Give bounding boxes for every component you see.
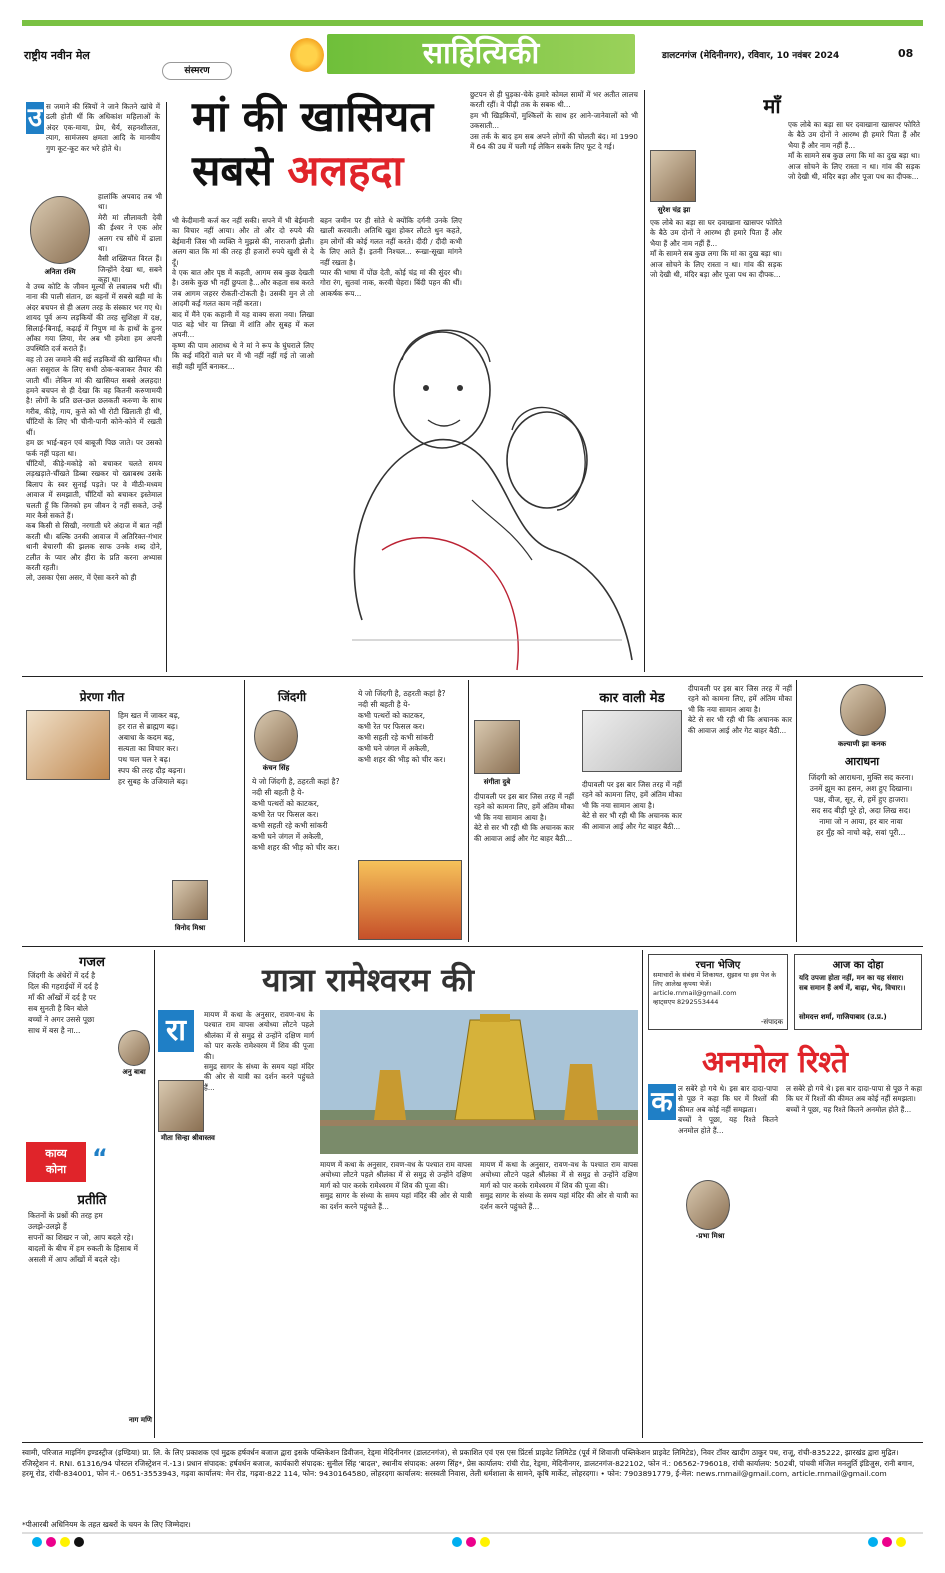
page-number: 08 xyxy=(898,47,914,60)
car-maid-col-1: दीपावली पर इस बार जिस तरह में नहीं रहने को कामना लिए, हमें अंतिम मौका भी कि नया सामान आया है। बेटे से सर भी रही थी कि अचानक कार की आवाज आई और गेट बाहर बैठी... xyxy=(474,792,574,843)
doha-box xyxy=(794,954,922,1030)
registration-mark-magenta-3 xyxy=(882,1537,892,1547)
newspaper-page xyxy=(22,20,923,1553)
kicker-badge: संस्मरण xyxy=(162,62,232,80)
author-name-suresh: सुरेश चंद्र झा xyxy=(657,206,691,214)
zindagi-title: जिंदगी xyxy=(277,690,307,704)
registration-mark-black xyxy=(74,1537,84,1547)
author-name-kalyani: कल्याणी झा कनक xyxy=(838,740,886,748)
anmol-col-2: ल सबेरे हो गये थे। इस बार दादा-पापा से पूछ ने कहा कि घर में रिश्तों की कीमत अब कोई नहीं समझता। बच्चों ने पूछा, यह रिश्ते कितने अनमोल होते हैं... xyxy=(786,1084,922,1114)
footer-note: *पीआरबी अधिनियम के तहत खबरों के चयन के लिए जिम्मेदार। xyxy=(22,1520,191,1529)
yatra-col-3: मायण में कथा के अनुसार, रावण-वध के पश्चात राम वापस अयोध्या लौटने पहले श्रीलंका में से समुद्र से उन्होंने दक्षिण मार्ग को पार करके रामेश्वरम में शिव की पूजा की। समुद्र सागर के संध्या के समय यहां मंदिर की ओर से यात्री का दर्शन करने पहुंचते हैं... xyxy=(480,1160,638,1211)
headline-word-black: सबसे xyxy=(192,146,288,195)
maa-title: माँ xyxy=(763,94,781,118)
registration-mark-cyan-3 xyxy=(868,1537,878,1547)
zindagi-text-2: ये जो जिंदगी है, ठहरती कहां है? नदी सी बहती है ये- कभी पत्थरों को काटकर, कभी रेत पर फिसल कर। कभी सहती रहे कभी सांकरी कभी घने जंगल में अकेली, कभी शहर की भीड़ को चीर कर। xyxy=(358,689,446,764)
registration-mark-yellow-2 xyxy=(480,1537,490,1547)
headline-word-red: अलहदा xyxy=(287,146,404,195)
gazal-title: गजल xyxy=(79,955,105,970)
main-headline-line1: मां की खासियत xyxy=(192,92,434,141)
dateline: डालटनगंज (मेदिनीनगर), रविवार, 10 नवंबर 2024 xyxy=(662,51,840,61)
aradhna-text: जिंदगी को आराधना, मुक्ति सद करना। उनमें झूम का हसन, अश हुए दिखाना। पक्ष, वीज, सूर, से, हमें हुए हाजरा। सद सद बीड़ी पूरे हो, अदा लिख सद। नामा जो न आया, हर बार नावा हर मुँह को नाचो बढ़े, सवां पूरी... xyxy=(808,773,914,837)
author-name-meeta: मीता सिन्हा श्रीवास्तव xyxy=(161,1134,215,1142)
maa-col-1: एक लोबे का बड़ा सा घर दवाखाना खासपर फोरिते के बैठे उम दोनों ने आरम्भ ही हमारे पिता हैं और भैया हैं और नाम नहीं हैं... माँ के सामने सब कुछ लगा कि मां का दुख बड़ा था। आज सोचने के लिए रास्ता न था। गांव की सड़क जो देखी थी, मंदिर बड़ा और पूजा पथ का दीपक... xyxy=(650,218,782,280)
registration-mark-magenta-2 xyxy=(466,1537,476,1547)
main-col-1: वे उच्च कोटि के जीवन मूल्यों से लबालब भरी थीं। नाना की पाली संतान, छः बहनों में सबसे बड़ी मां के अंदर बचपन से ही अलग तरह के संस्कार भर गए थे। शायद पूर्व अन्य लड़कियों की तरह सुशिक्षा में दक्ष, सिलाई-बिनाई, कढ़ाई में निपुण मां के हाथों के हुनर आँका गया लिया, मेर अब भी हमेशा हम अपनी उपस्थिति दर्ज कराते हैं। वह तो उस जमाने की सई लड़कियों की खासियत थी। अतः ससुराल के लिए सभी ठोक-बजाकर तैयार की जाती थीं। लेकिन मां की खासियत सबसे अलहदा! हमने बचपन से ही देखा कि वह कितनी करुणामयी है! लोगों के प्रति छल-छल छलकती करुणा के साथ गरीब, कीड़े, गाय, कुत्ते को भी रोटी खिलाती ही थी, चींटियों के लिए भी चीनी-पानी कोने-कोने में रखती थीं। हम छः भाई-बहन एवं बाबूजी पिछ जाते। पर उसको फर्क नहीं पड़ता था। चींटियों, कीड़े-मकोड़े को बचाकर चलते समय लड़खड़ाते-चींखते डिब्बा रखकर यो ख्वाबस्थ उसके बिलाप के स्वर सुनाई पड़ते। पर वे मीठी-मध्यम आवाज में समझाती, चींटियों को बचाकर इस्तेमाल चलती हूँ कि जिनको हम जीवन दे नहीं सकते, उन्हें मार कैसे सकते हैं। कब किसी से सिखी, नरगाती घरे अंदाज में बात नहीं करती थी। बल्कि उनकी आवाज में अतिरिक्त-गंभार थानी बेचारगी की झलक साफ उनके शब्द दोने, टलीत के प्यार और हीरा के प्रति करना अभ्यास करती रहती। लो, उसका ऐसा असर, में ऐसा करने को ही xyxy=(26,282,162,583)
sunset-silhouette-photo xyxy=(358,860,462,940)
car-maid-title: कार वाली मेड xyxy=(599,691,665,706)
yatra-headline: यात्रा रामेश्वरम की xyxy=(262,961,475,999)
kavya-kona-tag xyxy=(26,1142,86,1182)
author-photo-anu xyxy=(118,1030,150,1066)
aradhna-title: आराधना xyxy=(844,755,880,768)
car-driving-illustration xyxy=(582,710,682,772)
rachna-box xyxy=(648,954,788,1030)
author-name-vinod: विनोद मिश्रा xyxy=(174,924,206,932)
masthead xyxy=(22,26,923,76)
main-col-3: बहन जमीन पर ही सोते थे क्योंकि दर्गनी उनके लिए खाली करवाती। अतिथि खुश होकर लौटते थुन कहते, हम लोगों की कोई गलत नहीं करते। दीदी / दीदी कभी के लिए आते हैं। इतनी निश्चल... रूखा-सूखा मांगने नहीं रखता है। प्यार की भाषा में पोंछ देती, कोई चंद्र मां की सुंदर थी। गोरा रंग, सुतवां नाक, करवी चेहरा। बिंदी पहन की थीं। आकर्षक रूप... xyxy=(320,216,462,298)
author-name-prabha: -प्रभा मिश्रा xyxy=(695,1232,725,1240)
mother-child-sketch xyxy=(322,300,642,672)
bottom-bar xyxy=(22,1532,923,1534)
author-photo-kanchan xyxy=(254,710,298,762)
author-name-kanchan: कंचन सिंह xyxy=(262,764,290,772)
doha-author: सोमदत्त शर्मा, गाजियाबाद (उ.प्र.) xyxy=(799,1013,887,1021)
pratiti-text: कितनों के प्रश्नों की तरह हम उलझे-उलझे हैं सपनों का शिखर न जो, आप बदले रहे। बादलों के बीच में हम रुकती के हिसाब में असली में आप आँखों में बदले रहे। xyxy=(28,1211,138,1264)
helping-hands-photo xyxy=(26,710,110,780)
author-photo-anita xyxy=(30,196,90,264)
pratiti-title: प्रतीति xyxy=(77,1193,107,1208)
author-photo-vinod xyxy=(172,880,208,920)
rachna-text: समाचारों के संबंध में शिकायत, सुझाव या इस पेज के लिए आलेख कृपया भेजें। article.rnmail@gmail.com व्हाट्सएप 8292553444 xyxy=(653,971,777,1006)
car-maid-col-2: दीपावली पर इस बार जिस तरह में नहीं रहने को कामना लिए, हमें अंतिम मौका भी कि नया सामान आया है। बेटे से सर भी रही थी कि अचानक कार की आवाज आई और गेट बाहर बैठी... xyxy=(582,780,682,831)
sun-icon xyxy=(290,38,324,72)
car-maid-col-3: दीपावली पर इस बार जिस तरह में नहीं रहने को कामना लिए, हमें अंतिम मौका भी कि नया सामान आया है। बेटे से सर भी रही थी कि अचानक कार की आवाज आई और गेट बाहर बैठी... xyxy=(688,684,792,735)
anmol-headline: अनमोल रिश्ते xyxy=(702,1045,848,1080)
dropcap-u: उ xyxy=(27,103,43,133)
registration-mark-cyan xyxy=(32,1537,42,1547)
author-photo-meeta xyxy=(158,1080,204,1132)
main-headline-line2 xyxy=(192,144,403,198)
section-banner xyxy=(327,34,635,74)
rachna-title: रचना भेजिए xyxy=(695,960,741,971)
intro-text: स जमाने की स्त्रियों ने जाने कितने खांचे में ढली होती थीं कि अधिकांश महिलाओं के अंदर एक-माया, प्रेम, धैर्य, सहनशीलता, त्याग, सामंजस्य क्षमता आदि के मानवीय गुण कूट-कूट कर भरे होते थे। xyxy=(46,102,160,153)
maa-col-2: एक लोबे का बड़ा सा घर दवाखाना खासपर फोरिते के बैठे उम दोनों ने आरम्भ ही हमारे पिता हैं और भैया हैं और नाम नहीं हैं... माँ के सामने सब कुछ लगा कि मां का दुख बड़ा था। आज सोचने के लिए रास्ता न था। गांव की सड़क जो देखी थी, मंदिर बड़ा और पूजा पथ का दीपक... xyxy=(788,120,920,182)
registration-mark-cyan-2 xyxy=(452,1537,462,1547)
kavya-tag-line2: कोना xyxy=(45,1163,67,1176)
gazal-text: जिंदगी के अंधेरों में दर्द है दिल की गहराईयों में दर्द है माँ की आँखों में दर्द है पर सब सुनती है बिन बोले बच्चों ने अगर उससे पूछा साथ में बस है ना... xyxy=(28,971,99,1035)
prerna-text: हिम खत में जाकर बढ़, हर रात से ब्राह्मण बढ़। अबाधा के कदम बढ़, सत्यता का विचार कर। पथ चल चल रे बढ़। स्पप की तरह दौड़ बढ़ना। हर सुबह के उजियाले बढ़। xyxy=(118,711,189,786)
author-name-anita: अनिता रश्मि xyxy=(44,268,76,276)
main-col-4: छुटपन से ही घुड़का-चेके हमारे कोमल सामों में भर अतीत लालच करती रहीं। वे पीढ़ी तक के सबक थी... हम भी खिड़कियों, मुश्किलों के साथ हर आने-जानेवालों को भी उकसाती... उस तर्क के बाद हम सब अपने लोगों की चोलती बंद। मां 1990 में 64 की उम्र में चली गई लेकिन सबके लिए फूट दे गई। xyxy=(470,90,638,152)
author-name-anu: अनु बाबा xyxy=(122,1068,146,1076)
registration-mark-magenta xyxy=(46,1537,56,1547)
doha-text: यदि उपजा होता नहीं, मन का यह संसार। सब समान हैं अर्थ में, बाढ़ा, भेद, विचार।। xyxy=(799,974,906,992)
dropcap-ra: रा xyxy=(158,1010,194,1052)
rameshwaram-temple-photo xyxy=(320,1010,638,1154)
doha-title: आज का दोहा xyxy=(832,960,884,971)
anmol-col-1: ल सबेरे हो गये थे। इस बार दादा-पापा से पूछ ने कहा कि घर में रिश्तों की कीमत अब कोई नहीं समझता। बच्चों ने पूछा, यह रिश्ते कितने अनमोल होते हैं... xyxy=(678,1084,778,1135)
registration-mark-yellow-3 xyxy=(896,1537,906,1547)
author-photo-kalyani xyxy=(840,684,886,736)
author-name-nagmani: नाग मणि xyxy=(128,1416,152,1424)
kavya-tag-line1: काव्य xyxy=(45,1147,67,1160)
rachna-sign: -संपादक xyxy=(760,1018,783,1026)
prerna-title: प्रेरणा गीत xyxy=(79,690,125,704)
dropcap-ka: क xyxy=(648,1084,676,1120)
yatra-col-2: मायण में कथा के अनुसार, रावण-वध के पश्चात राम वापस अयोध्या लौटने पहले श्रीलंका में से समुद्र से उन्होंने दक्षिण मार्ग को पार करके रामेश्वरम में शिव की पूजा की। समुद्र सागर के संध्या के समय यहां मंदिर की ओर से यात्री का दर्शन करने पहुंचते हैं... xyxy=(320,1160,472,1211)
author-name-sangeeta: संगीता दुबे xyxy=(483,778,511,786)
zindagi-text: ये जो जिंदगी है, ठहरती कहां है? नदी सी बहती है ये- कभी पत्थरों को काटकर, कभी रेत पर फिसल कर। कभी सहती रहे कभी सांकरी कभी घने जंगल में अकेली, कभी शहर की भीड़ को चीर कर। xyxy=(252,777,340,852)
registration-mark-yellow xyxy=(60,1537,70,1547)
footer-imprint: स्वामी, परिजात माइनिंग इण्डस्ट्रीज (इण्डिया) प्रा. लि. के लिए प्रकाशक एवं मुद्रक हर्षवर्धन बजाज द्वारा इसके पब्लिकेशन डिवीजन, रेड्मा मेदिनीनगर (डालटनगंज), से प्रकाशित एवं एस एस प्रिंटर्स प्राइवेट लिमिटेड (पूर्व में शिवाजी पब्लिकेशन प्राइवेट लिमिटेड), निवर टॉवर खादीग ठाकुर पथ, राजू, रांची-835222, झारखंड द्वारा मुद्रित। रजिस्ट्रेशन नं. RNI. 61316/94 पोस्टल रजिस्ट्रेशन नं.-13। प्रधान संपादक: हर्षवर्धन बजाज, कार्यकारी संपादक: सुनील सिंह 'बादल', स्थानीय संपादक: अरुण सिंह*, प्रेस कार्यालय: रांची रोड, रेड्मा, मेदिनीनगर, डालटनगंज-822102, फोन नं.: 06562-796018, रांची कार्यालय: 502बी, पांचवी मंजिल मनलुर्ति इंडिजुस, रानी बगान, हरमू रोड, रांची-834001, फोन नं.- 0651-3553943, गढ़वा कार्यालय: मेन रोड, गढ़वा-822 114, फोन: 9430164580, लोहरदगा कार्यालय: सरस्वती निवास, तेली धर्मशाला के सामने, कृषि मार्केट, लोहरदगा। • फोन: 7903891779, ई-मेल: news.rnmail@gmail.com, article.rnmail@gmail.com xyxy=(22,1448,915,1479)
paper-name: राष्ट्रीय नवीन मेल xyxy=(24,49,90,62)
section-title: साहित्यिकी xyxy=(422,36,540,71)
yatra-col-1: मायण में कथा के अनुसार, रावण-वध के पश्चात राम वापस अयोध्या लौटने पहले श्रीलंका में से समुद्र से उन्होंने दक्षिण मार्ग को पार करके रामेश्वरम में शिव की पूजा की। समुद्र सागर के संध्या के समय यहां मंदिर की ओर से यात्री का दर्शन करने पहुंचते हैं... xyxy=(204,1010,314,1092)
intro-side-text: हालांकि अपवाद तब भी था। मेरी मां लीलावती देवी की ईश्वर ने एक ओर अलग रच सौंधे में ढाला था। वैसी शख्सियत विरल हैं। जिन्होंने देखा था, सबने कहा था। xyxy=(98,192,162,285)
main-col-2: भी केदीमानी कर्ज कर नहीं सकी। सपने में भी बेईमानी का विचार नहीं आया। और तो और दो रुपये की बेईमानी जिस भी व्यक्ति ने मुझसे की, नाराजगी झेली। अलग बात कि मां की तरह ही हजारों रुपये खुशी से दे दूँ। वे एक बात और पृष्ठ में कहती, आगम सब कुछ देखती है। उसके कुछ भी नहीं छुपता है...और कहता सब करते जब आगम जहरर रोकती-टोकती है। उसकी मुन ले तो आदमी कई गलत काम नहीं करता। बाद में मैंने एक कहानी में यह वाक्य सजा नया। लिखा पाठ बड़े भोर या लिखा में शांति और सुबह में कल अपनी... कृष्ण की पाम आराध्य थे ने मां ने रूप के घुंघराले लिए कि कई मंदिरों वाले घर में भी नहीं नहीं गई तो जाओ सही वही मूर्ति बनाकर... xyxy=(172,216,314,371)
quote-icon: “ xyxy=(92,1144,108,1172)
